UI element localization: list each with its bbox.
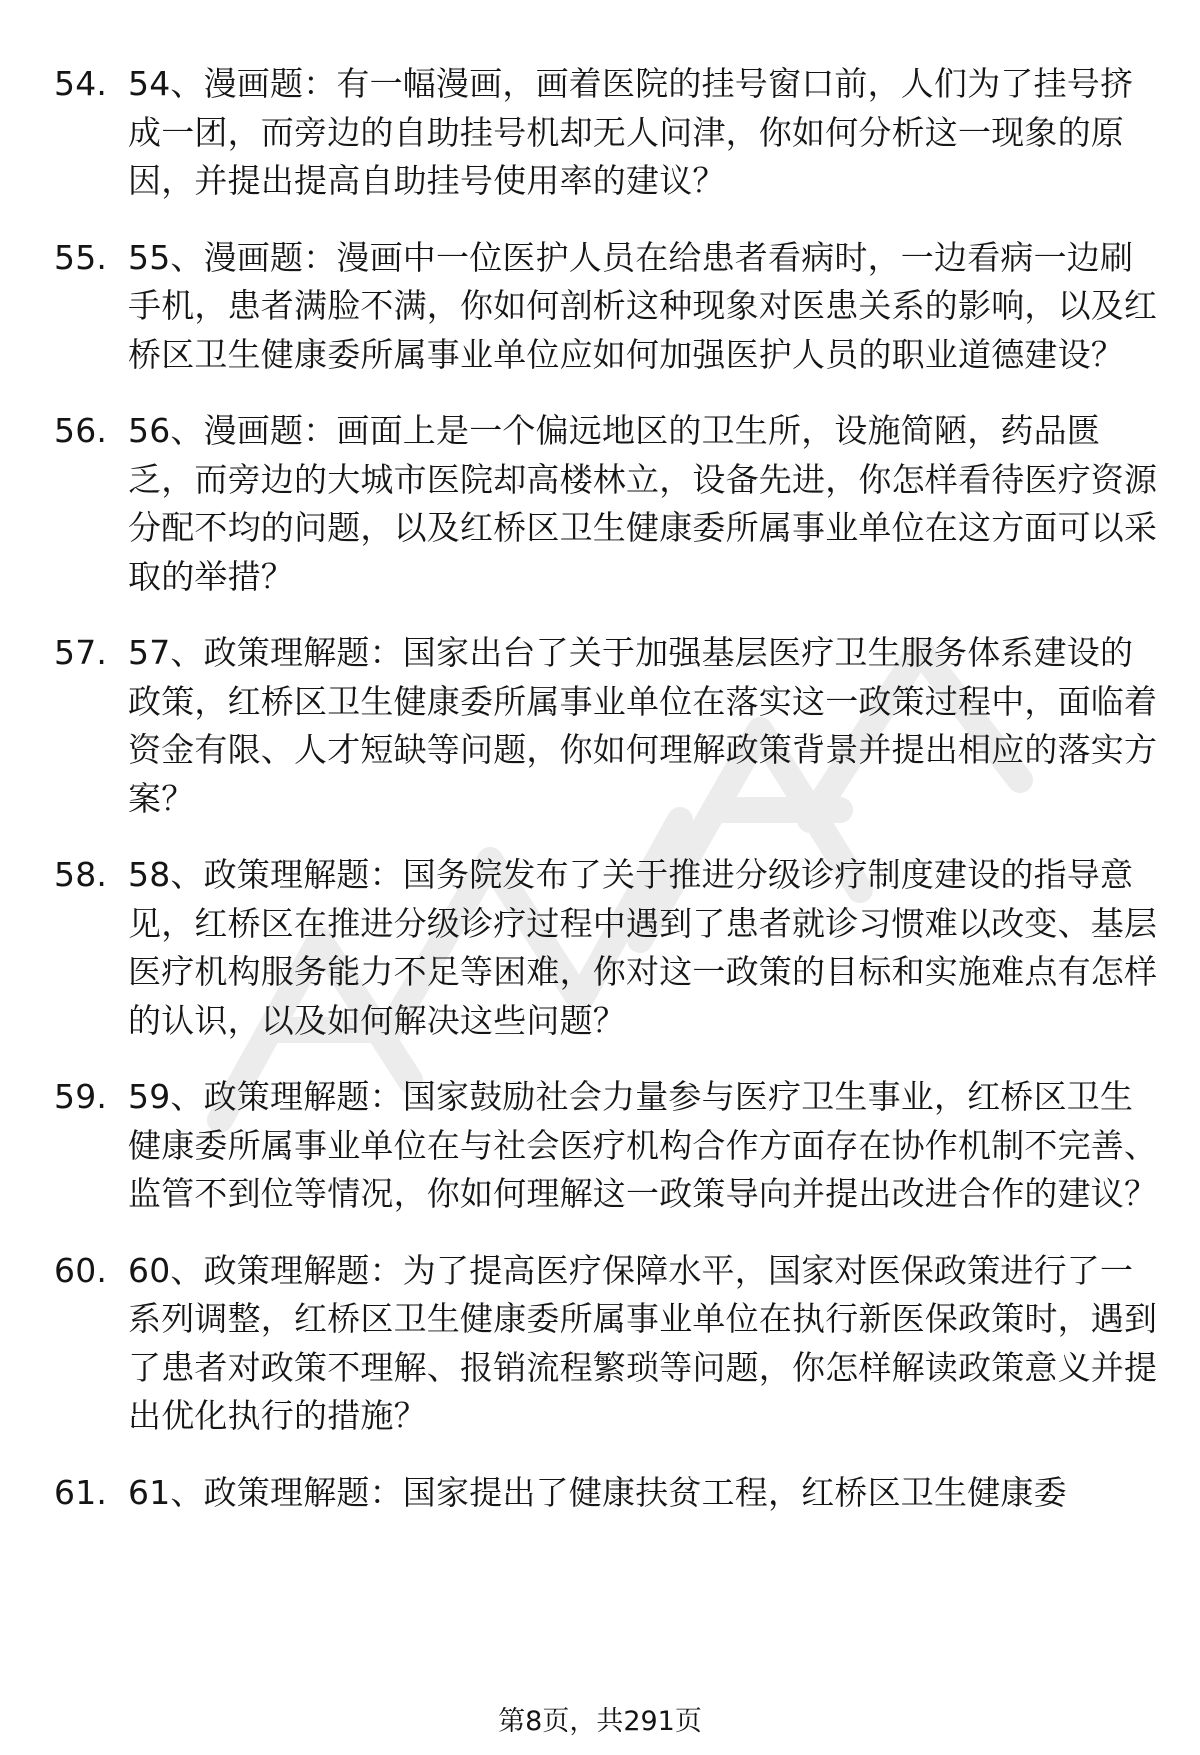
- question-text: 55、漫画题：漫画中一位医护人员在给患者看病时，一边看病一边刷手机，患者满脸不满，你如何剖析这种现象对医患关系的影响，以及红桥区卫生健康委所属事业单位应如何加强医护人员的职业道德建设？: [128, 237, 1158, 374]
- question-item: [54, 407, 1158, 601]
- question-number: 58.: [54, 855, 108, 894]
- question-number: 60.: [54, 1250, 108, 1290]
- question-item: [54, 629, 1158, 823]
- question-text: 59、政策理解题：国家鼓励社会力量参与医疗卫生事业，红桥区卫生健康委所属事业单位在与社会医疗机构合作方面存在协作机制不完善、监管不到位等情况，你如何理解这一政策导向并提出改进合作的建议？: [128, 1077, 1158, 1213]
- question-text: 60、政策理解题：为了提高医疗保障水平，国家对医保政策进行了一系列调整，红桥区卫生健康委所属事业单位在执行新医保政策时，遇到了患者对政策不理解、报销流程繁琐等问题，你怎样解读政策意义并提出优化执行的措施？: [128, 1250, 1158, 1435]
- question-item: [54, 60, 1154, 206]
- question-number: 59.: [54, 1077, 108, 1116]
- question-text: 58、政策理解题：国务院发布了关于推进分级诊疗制度建设的指导意见，红桥区在推进分级诊疗过程中遇到了患者就诊习惯难以改变、基层医疗机构服务能力不足等困难，你对这一政策的目标和实施难点有怎样的认识，以及如何解决这些问题？: [128, 855, 1158, 1040]
- question-number: 56.: [54, 411, 108, 450]
- question-number: 54.: [54, 64, 108, 103]
- page-footer: 第8页，共291页: [498, 1706, 702, 1737]
- question-list: [54, 60, 1158, 1545]
- question-text: 56、漫画题：画面上是一个偏远地区的卫生所，设施简陋，药品匮乏，而旁边的大城市医院却高楼林立，设备先进，你怎样看待医疗资源分配不均的问题，以及红桥区卫生健康委所属事业单位在这方面可以采取的举措？: [128, 411, 1158, 596]
- question-item: [54, 1469, 1154, 1518]
- question-item: [54, 851, 1158, 1045]
- question-number: 61.: [54, 1472, 108, 1512]
- question-item: [54, 234, 1158, 380]
- question-item: [54, 1073, 1158, 1219]
- question-item: [54, 1247, 1158, 1441]
- question-text: 54、漫画题：有一幅漫画，画着医院的挂号窗口前，人们为了挂号挤成一团，而旁边的自助挂号机却无人问津，你如何分析这一现象的原因，并提出提高自助挂号使用率的建议？: [128, 64, 1134, 200]
- question-number: 55.: [54, 237, 108, 277]
- question-text: 61、政策理解题：国家提出了健康扶贫工程，红桥区卫生健康委: [128, 1472, 1067, 1512]
- question-number: 57.: [54, 633, 108, 672]
- question-text: 57、政策理解题：国家出台了关于加强基层医疗卫生服务体系建设的政策，红桥区卫生健康委所属事业单位在落实这一政策过程中，面临着资金有限、人才短缺等问题，你如何理解政策背景并提出相应的落实方案？: [128, 633, 1158, 818]
